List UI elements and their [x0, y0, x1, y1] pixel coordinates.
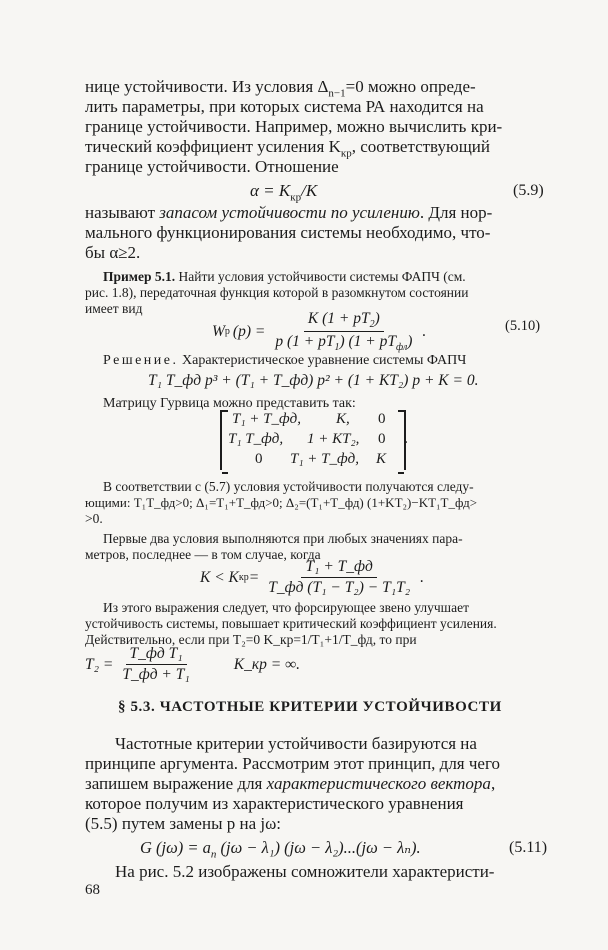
- text-line: [85, 774, 495, 794]
- matrix-cell: T₁ + T_фд,: [232, 411, 302, 427]
- subscript: кр: [290, 191, 302, 204]
- denominator: [271, 332, 416, 353]
- denominator: T_фд + T₁: [122, 666, 190, 683]
- fraction: [264, 558, 414, 597]
- text-span: тический коэффициент усиления K: [85, 137, 341, 156]
- section-heading: § 5.3. ЧАСТОТНЫЕ КРИТЕРИИ УСТОЙЧИВОСТИ: [118, 699, 502, 715]
- italic-term: характеристического вектора: [266, 774, 491, 793]
- matrix-cell: K: [376, 451, 387, 467]
- fraction: [118, 645, 193, 684]
- equation-number: (5.11): [509, 839, 548, 856]
- text-span: ,: [490, 774, 496, 793]
- text-line: устойчивость системы, повышает критический коэффициент усиления.: [85, 616, 497, 631]
- formula-text: .: [422, 322, 427, 340]
- text-span: Характеристическое уравнение системы ФАПЧ: [178, 353, 467, 368]
- formula-text: /K: [301, 181, 318, 200]
- matrix-cell: 0: [378, 431, 386, 447]
- text-line: лить параметры, при которых система РА находится на: [85, 97, 484, 116]
- text-span: нице устойчивости. Из условия Δ: [85, 77, 329, 96]
- formula-text: K_кр = ∞.: [233, 655, 301, 673]
- formula-text: ) (1 + pT: [339, 333, 396, 351]
- text-line: мального функционирования системы необходимо, что-: [85, 223, 491, 242]
- text-line: [85, 203, 492, 223]
- numerator: T₁ + T_фд: [301, 558, 376, 578]
- text-line: (5.5) путем замены p на jω:: [85, 814, 282, 833]
- denominator: T_фд (T₁ − T₂) − T₁T₂: [268, 579, 411, 596]
- text-line: которое получим из характеристического уравнения: [85, 794, 464, 813]
- equation-number: (5.10): [505, 318, 541, 334]
- formula-text: p (1 + pT: [275, 333, 335, 351]
- text-line: В соответствии с (5.7) условия устойчивости получаются следу-: [103, 479, 474, 494]
- text-line: принципе аргумента. Рассмотрим этот принцип, для чего: [85, 754, 501, 773]
- formula-text: K < K: [200, 568, 239, 586]
- text-line: Частотные критерии устойчивости базируются на: [115, 734, 477, 753]
- text-line: Первые два условия выполняются при любых значениях пара-: [103, 531, 463, 546]
- text-line: метров, последнее — в том случае, когда: [85, 547, 321, 562]
- formula-text: W: [212, 322, 225, 340]
- formula-text: (jω − λ₁) (jω − λ₂)...(jω − λₙ).: [216, 838, 421, 857]
- text-span: называют: [85, 203, 160, 222]
- text-line: Действительно, если при T₂=0 K_кр=1/T₁+1/T_фд, то при: [85, 632, 417, 647]
- text-span: . Для нор-: [419, 203, 493, 222]
- subscript: n: [210, 848, 217, 861]
- subscript: 1: [334, 342, 340, 354]
- equation-t2: [85, 645, 300, 684]
- matrix-cell: 1 + KT₂,: [307, 431, 360, 447]
- subscript: n−1: [328, 87, 346, 100]
- formula-text: K (1 + pT: [307, 310, 370, 327]
- text-line: границе устойчивости. Например, можно вычислить кри-: [85, 117, 503, 136]
- subscript: кр: [238, 572, 249, 583]
- text-span: Найти условия устойчивости системы ФАПЧ (см.: [175, 269, 466, 284]
- text-line: Матрицу Гурвица можно представить так:: [103, 396, 356, 411]
- equation-5-9: [250, 181, 317, 203]
- formula-text: .: [420, 568, 424, 586]
- text-line: На рис. 5.2 изображены сомножители характеристи-: [115, 862, 495, 881]
- solution-line: [103, 353, 466, 369]
- example-line: рис. 1.8), передаточная функция которой в разомкнутом состоянии: [85, 285, 469, 300]
- formula-text: ): [374, 310, 380, 327]
- formula-text: G (jω) = a: [140, 838, 211, 857]
- matrix-cell: T₁ T_фд,: [228, 431, 284, 447]
- solution-label: Решение.: [103, 353, 179, 368]
- characteristic-equation: T₁ T_фд p³ + (T₁ + T_фд) p² + (1 + KT₂) p + K = 0.: [148, 372, 479, 389]
- equation-k-critical: [200, 558, 424, 597]
- text-span: запишем выражение для: [85, 774, 267, 793]
- text-span: , соответствующий: [351, 137, 490, 156]
- matrix-cell: K,: [336, 411, 350, 427]
- subscript: 2: [369, 319, 375, 331]
- text-line: границе устойчивости. Отношение: [85, 157, 339, 176]
- formula-text: (p) =: [232, 322, 266, 340]
- fraction: [271, 310, 416, 353]
- page-number: 68: [85, 882, 100, 898]
- text-line: >0.: [85, 511, 103, 526]
- subscript: кр: [340, 147, 352, 160]
- formula-text: ): [407, 333, 413, 351]
- text-line: ющими: T₁T_фд>0; Δ₁=T₁+T_фд>0; Δ₂=(T₁+T_фд) (1+KT₂)−KT₁T_фд>: [85, 495, 478, 510]
- matrix-cell: T₁ + T_фд,: [290, 451, 360, 467]
- numerator: T_фд T₁: [126, 645, 187, 665]
- text-span: =0 можно опреде-: [345, 77, 476, 96]
- numerator: [304, 310, 384, 332]
- formula-text: =: [248, 568, 260, 586]
- formula-text: α = K: [250, 181, 291, 200]
- italic-term: запасом устойчивости по усилению: [159, 203, 420, 222]
- example-title: Пример 5.1.: [103, 269, 176, 284]
- matrix-cell: 0: [378, 411, 386, 427]
- text-line: бы α≥2.: [85, 243, 141, 262]
- text-line: Из этого выражения следует, что форсирующее звено улучшает: [103, 600, 469, 615]
- example-line: имеет вид: [85, 301, 143, 316]
- matrix-period: .: [404, 430, 408, 447]
- formula-text: T₂ =: [85, 655, 114, 673]
- subscript: фл: [396, 342, 408, 354]
- equation-5-10: [212, 310, 426, 353]
- subscript: р: [224, 326, 230, 338]
- equation-5-11: [140, 838, 421, 860]
- equation-number: (5.9): [513, 182, 544, 199]
- matrix-cell: 0: [255, 451, 263, 467]
- example-line: [103, 269, 466, 285]
